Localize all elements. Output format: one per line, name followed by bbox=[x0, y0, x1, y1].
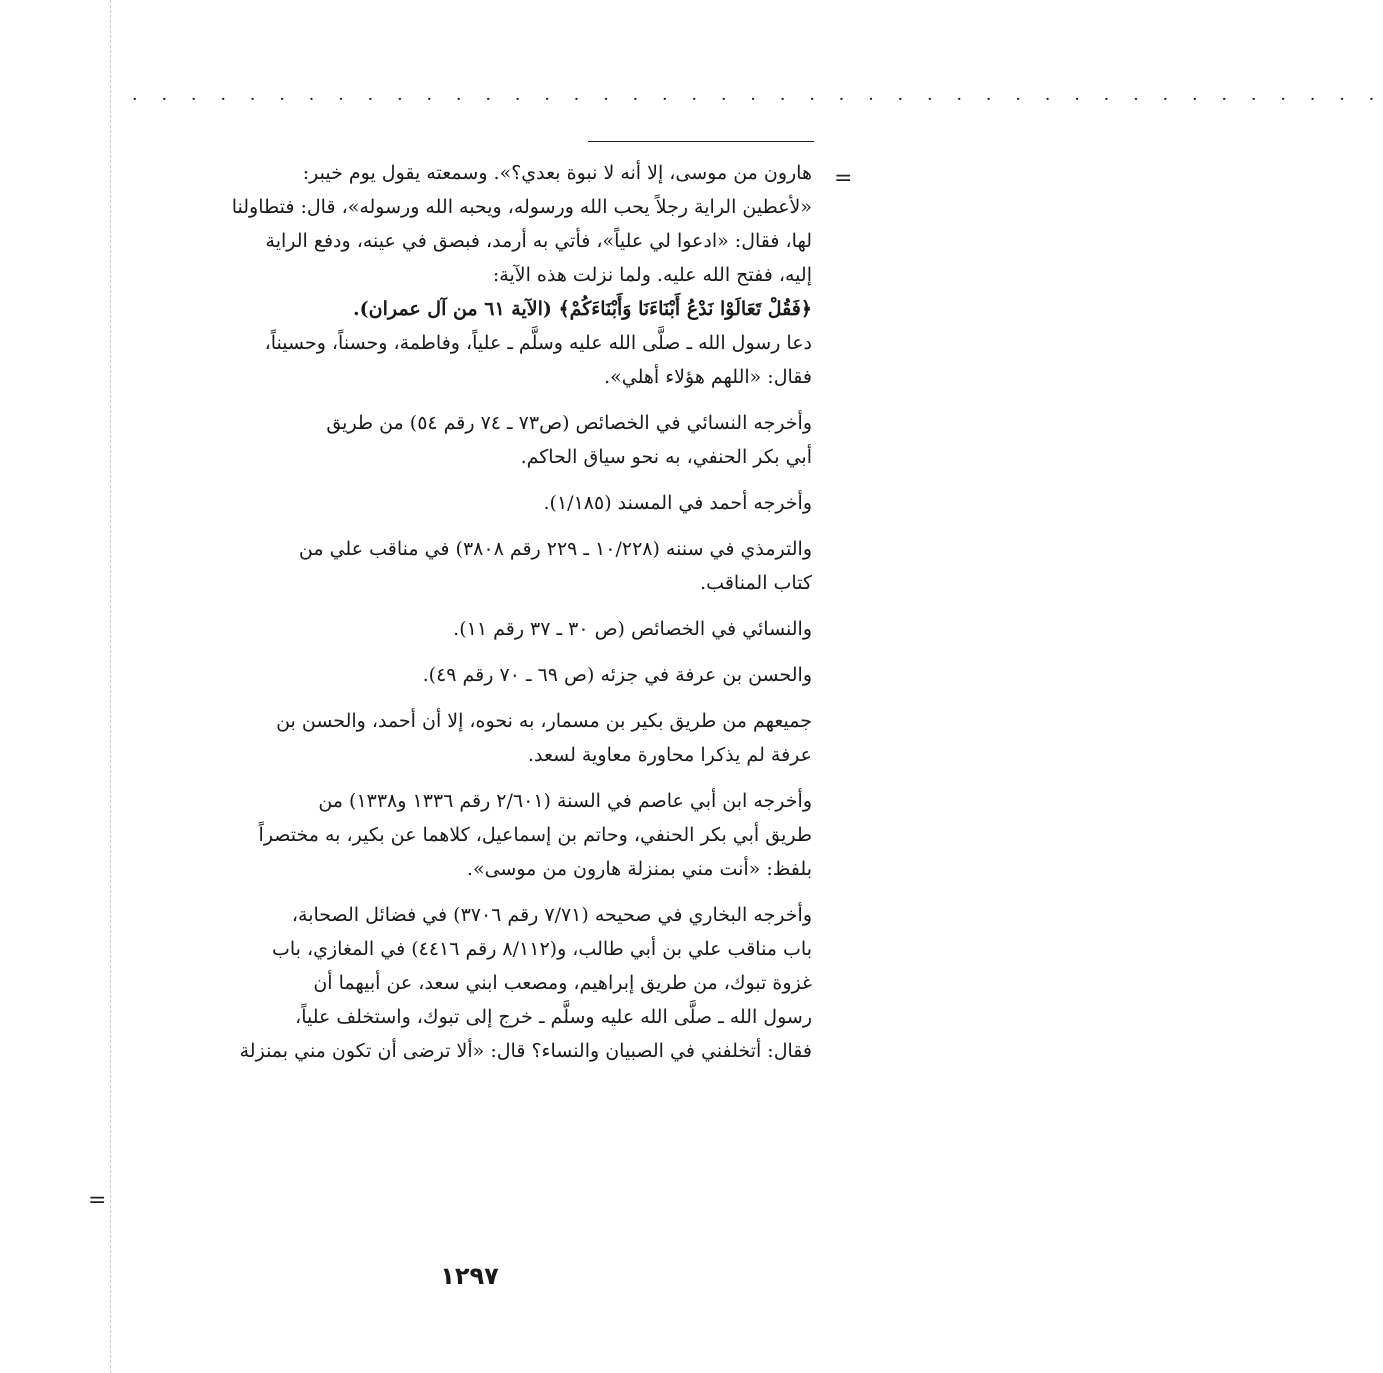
paragraph-nasai-khasais bbox=[126, 406, 812, 474]
text-line: كتاب المناقب. bbox=[700, 572, 812, 594]
binding-margin-line bbox=[110, 0, 111, 1373]
text-line: أبي بكر الحنفي، به نحو سياق الحاكم. bbox=[520, 446, 812, 468]
footnote-separator-rule bbox=[588, 141, 814, 142]
text-line: فقال: أتخلفني في الصبيان والنساء؟ قال: «ألا ترضى أن تكون مني بمنزلة bbox=[239, 1040, 812, 1062]
text-line: وأخرجه البخاري في صحيحه (٧/٧١ رقم ٣٧٠٦) في فضائل الصحابة، bbox=[291, 904, 812, 926]
text-line: وأخرجه ابن أبي عاصم في السنة (٢/٦٠١ رقم ١٣٣٦ و١٣٣٨) من bbox=[318, 790, 812, 812]
text-line: هارون من موسى، إلا أنه لا نبوة بعدي؟». وسمعته يقول يوم خيبر: bbox=[302, 162, 812, 184]
paragraph-ibn-abi-asim bbox=[126, 784, 812, 886]
text-line: «لأعطين الراية رجلاً يحب الله ورسوله، ويحبه الله ورسوله»، قال: فتطاولنا bbox=[231, 196, 812, 218]
text-line: والحسن بن عرفة في جزئه (ص ٦٩ ـ ٧٠ رقم ٤٩). bbox=[422, 664, 812, 686]
text-line: رسول الله ـ صلَّى الله عليه وسلَّم ـ خرج إلى تبوك، واستخلف علياً، bbox=[295, 1006, 812, 1028]
paragraph-hasan-ibn-arafa bbox=[126, 658, 812, 692]
text-line: لها، فقال: «ادعوا لي علياً»، فأتي به أرمد، فبصق في عينه، ودفع الراية bbox=[265, 230, 812, 252]
page-number: ١٢٩٧ bbox=[440, 1262, 499, 1290]
text-line: وأخرجه النسائي في الخصائص (ص٧٣ ـ ٧٤ رقم ٥٤) من طريق bbox=[326, 412, 812, 434]
continuation-mark-top: = bbox=[834, 166, 853, 191]
text-line: والنسائي في الخصائص (ص ٣٠ ـ ٣٧ رقم ١١). bbox=[453, 618, 812, 640]
text-line: باب مناقب علي بن أبي طالب، و(٨/١١٢ رقم ٤٤١٦) في المغازي، باب bbox=[272, 938, 812, 960]
text-line: بلفظ: «أنت مني بمنزلة هارون من موسى». bbox=[466, 858, 812, 880]
paragraph-nasai-khasais-2 bbox=[126, 612, 812, 646]
footnote-text-block bbox=[126, 156, 812, 1080]
paragraph-ahmad bbox=[126, 486, 812, 520]
paragraph-tirmidhi bbox=[126, 532, 812, 600]
text-line: عرفة لم يذكرا محاورة معاوية لسعد. bbox=[527, 744, 812, 766]
continuation-mark-bottom: = bbox=[88, 1188, 107, 1213]
text-line: فقال: «اللهم هؤلاء أهلي». bbox=[604, 366, 812, 388]
paragraph-continuation bbox=[126, 156, 812, 394]
paragraph-all-of-them bbox=[126, 704, 812, 772]
text-line: وأخرجه أحمد في المسند (١/١٨٥). bbox=[543, 492, 812, 514]
dot-leader: · · · · · · · · · · · · · · · · · · · · · · · · · · · · · · · · · · · · · · · · · · · bbox=[132, 89, 1383, 110]
quran-verse-line: ﴿فَقُلْ تَعَالَوْا نَدْعُ أَبْنَاءَنَا وَأَبْنَاءَكُمْ﴾ (الآية ٦١ من آل عمران). bbox=[353, 298, 812, 320]
text-line: والترمذي في سننه (١٠/٢٢٨ ـ ٢٢٩ رقم ٣٨٠٨) في مناقب علي من bbox=[298, 538, 812, 560]
paragraph-bukhari bbox=[126, 898, 812, 1068]
text-line: إليه، ففتح الله عليه. ولما نزلت هذه الآية: bbox=[492, 264, 812, 286]
text-line: طريق أبي بكر الحنفي، وحاتم بن إسماعيل، كلاهما عن بكير، به مختصراً bbox=[258, 824, 812, 846]
text-line: غزوة تبوك، من طريق إبراهيم، ومصعب ابني سعد، عن أبيهما أن bbox=[313, 972, 812, 994]
text-line: جميعهم من طريق بكير بن مسمار، به نحوه، إلا أن أحمد، والحسن بن bbox=[276, 710, 812, 732]
text-line: دعا رسول الله ـ صلَّى الله عليه وسلَّم ـ علياً، وفاطمة، وحسناً، وحسيناً، bbox=[264, 332, 812, 354]
